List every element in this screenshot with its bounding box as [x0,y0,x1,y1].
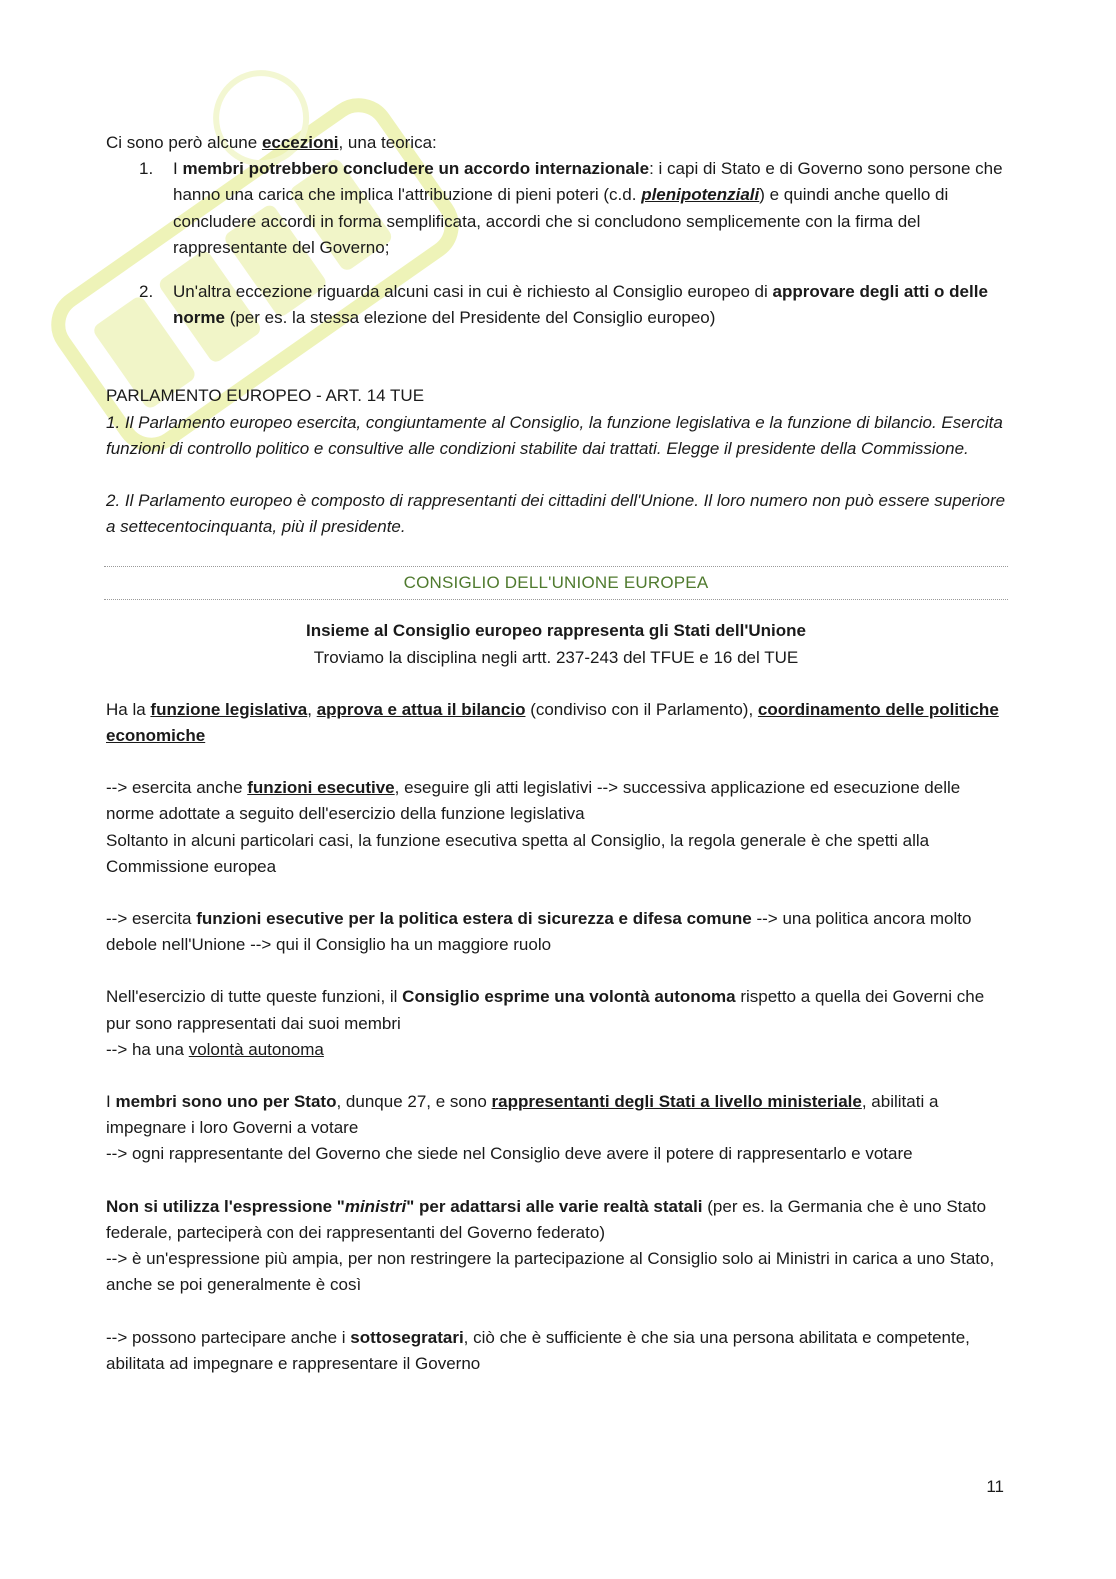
section-reference: Troviamo la disciplina negli artt. 237-243 del TFUE e 16 del TUE [313,647,799,667]
parliament-heading: PARLAMENTO EUROPEO - ART. 14 TUE [106,386,425,406]
autonomy-paragraph: Nell'esercizio di tutte queste funzioni, il Consiglio esprime una volontà autonoma rispetto a quella dei Governi che pur sono rappresentati dai suoi membri [106,987,985,1033]
list-item: 2. Un'altra eccezione riguarda alcuni casi in cui è richiesto al Consiglio europeo di approvare degli atti o delle norme (per es. la stessa elezione del Presidente del Consiglio europeo) [139,282,988,328]
members-paragraph: I membri sono uno per Stato, dunque 27, e sono rappresentanti degli Stati a livello ministeriale, abilitati a impegnare i loro Governi a votare [106,1092,939,1138]
parliament-art-2: 2. Il Parlamento europeo è composto di rappresentanti dei cittadini dell'Unione. Il loro numero non può essere superiore a settecentocinquanta, più il presidente. [106,491,1006,537]
functions-paragraph: Ha la funzione legislativa, approva e attua il bilancio (condiviso con il Parlamento), coordinamento delle politiche economiche [106,699,999,746]
executive-note: Soltanto in alcuni particolari casi, la funzione esecutiva spetta al Consiglio, la regola generale è che spetti alla Commissione europea [106,830,930,876]
ministers-paragraph: Non si utilizza l'espressione "ministri" per adattarsi alle varie realtà statali (per es. la Germania che è uno Stato federale, parteciperà con dei rappresentanti del Governo federato) [106,1196,987,1242]
foreign-policy-paragraph: --> esercita funzioni esecutive per la politica estera di sicurezza e difesa comune --> una politica ancora molto debole nell'Unione --> qui il Consiglio ha un maggiore ruolo [106,909,972,955]
autonomy-note: --> ha una volontà autonoma [106,1039,324,1059]
section-header [106,566,1006,600]
list-item: 1. I membri potrebbero concludere un accordo internazionale: i capi di Stato e di Governo sono persone che hanno una carica che implica l'attribuzione di pieni poteri (c.d. plenipotenziali) e quindi anche quello di concludere accordi in forma semplificata, accordi che si concludono semplicemente con la firma del rappresentante del Governo; [139,159,1003,257]
divider [104,566,1008,567]
members-note: --> ogni rappresentante del Governo che siede nel Consiglio deve avere il potere di rappresentarlo e votare [106,1144,913,1164]
section-title: CONSIGLIO DELL'UNIONE EUROPEA [403,573,709,593]
divider [104,599,1008,600]
document-page [106,130,1006,1377]
undersecretaries-paragraph: --> possono partecipare anche i sottosegratari, ciò che è sufficiente è che sia una persona abilitata e competente, abilitata ad impegnare e rappresentare il Governo [106,1327,970,1373]
executive-paragraph: --> esercita anche funzioni esecutive, eseguire gli atti legislativi --> successiva applicazione ed esecuzione delle norme adottate a seguito dell'esercizio della funzione legislativa [106,778,961,824]
eccezioni-term: eccezioni [261,133,339,152]
parliament-art-1: 1. Il Parlamento europeo esercita, congiuntamente al Consiglio, la funzione legislativa e la funzione di bilancio. Esercita funzioni di controllo politico e consultive alle condizioni stabilite dai trattati. Elegge il presidente della Commissione. [106,412,1003,458]
section-subtitle: Insieme al Consiglio europeo rappresenta gli Stati dell'Unione [306,621,806,641]
exceptions-list [106,156,1006,331]
intro-line: Ci sono però alcune eccezioni, una teorica: [106,133,437,152]
page-number: 11 [986,1477,1004,1496]
ministers-note: --> è un'espressione più ampia, per non restringere la partecipazione al Consiglio solo ai Ministri in carica a uno Stato, anche se poi generalmente è così [106,1249,995,1295]
